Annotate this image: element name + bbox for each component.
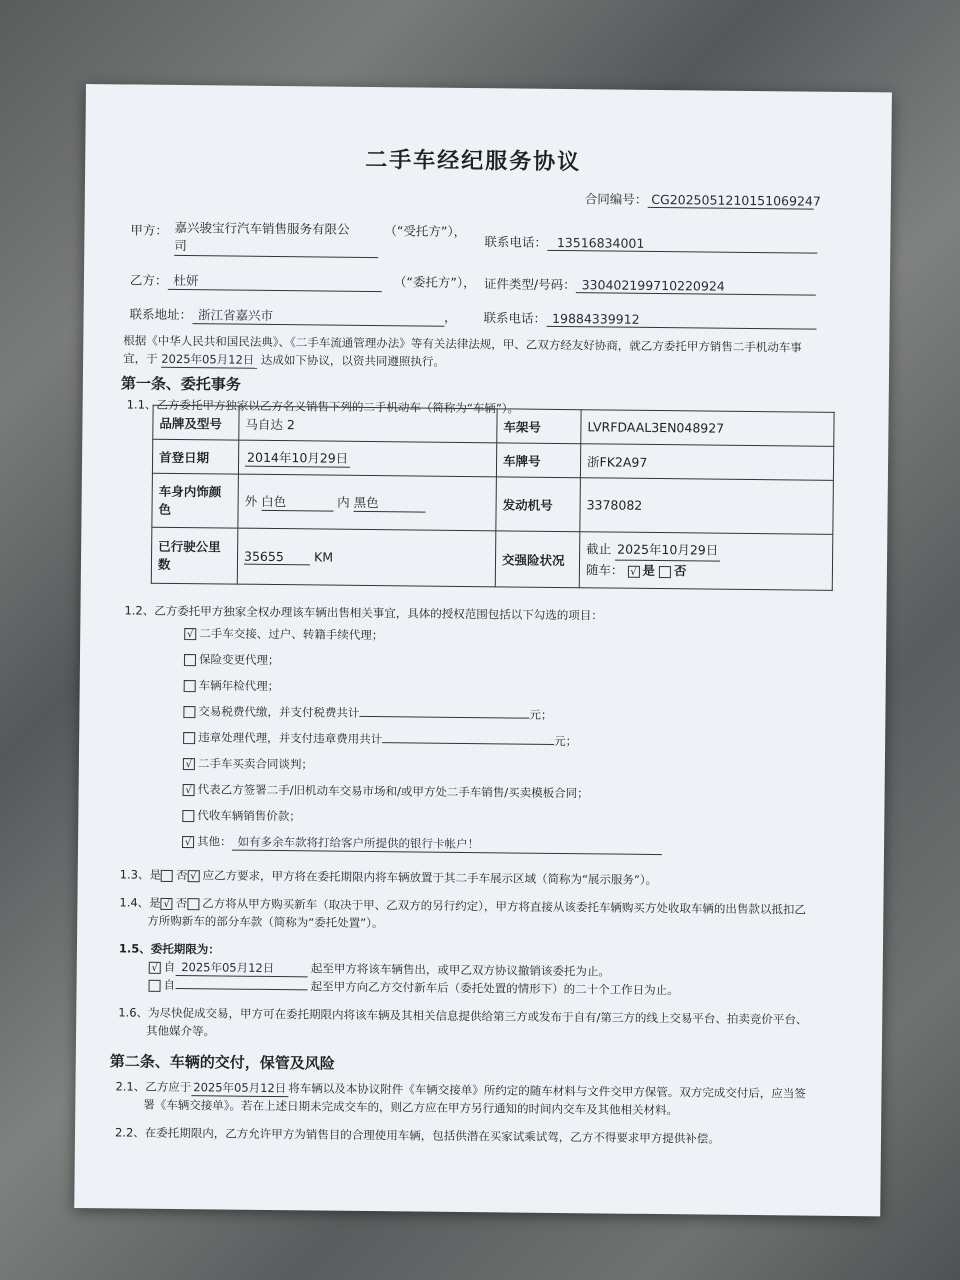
option-collect-payment-checkbox[interactable] bbox=[182, 810, 194, 822]
reg-date-value: 2014年10月29日 bbox=[245, 448, 350, 468]
option-sign-contract-label: 代表乙方签署二手/旧机动车交易市场和/或甲方处二手车销售/买卖模板合同； bbox=[197, 782, 589, 801]
violation-amount-blank[interactable] bbox=[382, 742, 554, 745]
tax-yuan: 元； bbox=[529, 707, 553, 722]
option-sign-contract-checkbox[interactable]: √ bbox=[183, 784, 195, 796]
clause-1-5-title: 1.5、委托期限为： bbox=[118, 941, 220, 957]
reg-date-label: 首登日期 bbox=[152, 439, 238, 474]
reg-date-cell bbox=[238, 440, 496, 477]
option-other[interactable] bbox=[182, 833, 662, 855]
clause-1-1: 1.1、乙方委托甲方独家以乙方名义销售下列的二手机动车（简称为“车辆”）。 bbox=[126, 397, 520, 416]
party-b-id-row bbox=[484, 274, 816, 295]
vin-label: 车架号 bbox=[497, 409, 581, 444]
with-car-no-checkbox[interactable] bbox=[659, 566, 671, 578]
insurance-label: 交强险状况 bbox=[495, 531, 580, 588]
c21-text-b: 将车辆以及本协议附件《车辆交接单》所约定的随车材料与文件交甲方保管。双方完成交付后，应当签 bbox=[288, 1081, 806, 1101]
option-inspection[interactable] bbox=[184, 677, 280, 694]
c13-no-checkbox[interactable]: √ bbox=[187, 870, 199, 882]
with-car-yes-label: 是 bbox=[642, 562, 656, 578]
clause-1-6-line2: 其他媒介等。 bbox=[146, 1023, 216, 1039]
insurance-cell bbox=[579, 532, 833, 591]
mileage-unit: KM bbox=[313, 548, 334, 565]
party-b-id-label: 证件类型/号码： bbox=[483, 276, 576, 293]
term-option-1-checkbox[interactable]: √ bbox=[149, 961, 161, 973]
plate-label: 车牌号 bbox=[496, 443, 580, 478]
term-start-date: 2025年05月12日 bbox=[175, 959, 307, 977]
vin-value: LVRFDAAL3EN048927 bbox=[581, 410, 834, 447]
party-b-address-row bbox=[129, 304, 456, 326]
preamble-line1: 根据《中华人民共和国民法典》、《二手车流通管理办法》等有关法律法规，甲、乙双方经友好协商，就乙方委托甲方销售二手机动车事 bbox=[123, 333, 802, 355]
option-insurance-label: 保险变更代理； bbox=[198, 652, 280, 668]
option-negotiation[interactable] bbox=[183, 755, 313, 772]
c14-no-checkbox[interactable] bbox=[187, 898, 199, 910]
term-from-2: 自 bbox=[163, 977, 176, 992]
vehicle-info-table bbox=[151, 405, 835, 591]
option-sign-contract[interactable] bbox=[183, 781, 589, 801]
violation-yuan: 元； bbox=[554, 733, 578, 749]
option-inspection-checkbox[interactable] bbox=[184, 680, 196, 692]
delivery-date: 2025年05月12日 bbox=[191, 1079, 288, 1097]
option-insurance[interactable] bbox=[184, 651, 280, 668]
clause-1-6-line1: 1.6、为尽快促成交易，甲方可在委托期限内将该车辆及其相关信息提供给第三方或发布于自有/第三方的线上交易平台、拍卖竞价平台、 bbox=[118, 1005, 808, 1027]
option-transfer-checkbox[interactable]: √ bbox=[184, 628, 196, 640]
term-option-1-text: 起至甲方将该车辆售出，或甲乙双方协议撤销该委托为止。 bbox=[310, 961, 610, 979]
party-b-phone-label: 联系电话： bbox=[483, 310, 547, 326]
option-collect-payment-label: 代收车辆销售价款； bbox=[197, 808, 301, 824]
insurance-prefix: 截止 bbox=[586, 541, 612, 557]
with-car-label: 随车： bbox=[585, 562, 624, 578]
mileage-value: 35655 bbox=[244, 548, 310, 565]
option-transfer-label: 二手车交接、过户、转籍手续代理； bbox=[199, 626, 384, 643]
c13-yes-label: 1.3、是 bbox=[119, 867, 162, 882]
party-a-label: 甲方： bbox=[130, 222, 169, 238]
agreement-date: 2025年05月12日 bbox=[161, 351, 257, 369]
mileage-label: 已行驶公里数 bbox=[151, 527, 238, 584]
party-a-name-line1: 嘉兴骏宝行汽车销售服务有限公 bbox=[174, 219, 350, 237]
preamble-text-a: 宜，于 bbox=[123, 351, 158, 366]
option-collect-payment[interactable] bbox=[182, 807, 301, 824]
preamble-line2 bbox=[123, 350, 445, 370]
party-a-phone: 13516834001 bbox=[547, 235, 817, 254]
party-a-role: （“受托方”）， bbox=[384, 223, 467, 239]
model-value: 马自达 2 bbox=[239, 406, 497, 443]
party-b-id-number: 330402199710220924 bbox=[576, 277, 816, 296]
party-b-phone: 19884339912 bbox=[546, 311, 816, 330]
clause-2-2: 2.2、在委托期限内，乙方允许甲方为销售目的合理使用车辆，包括供潜在买家试乘试驾，乙方不得要求甲方提供补偿。 bbox=[114, 1125, 720, 1146]
option-transfer[interactable] bbox=[184, 625, 383, 643]
c21-text-a: 2.1、乙方应于 bbox=[115, 1079, 192, 1095]
section-1-title: 第一条、委托事务 bbox=[120, 374, 241, 394]
option-violation-checkbox[interactable] bbox=[183, 732, 195, 744]
with-car-no-label: 否 bbox=[673, 563, 687, 579]
party-b-address-label: 联系地址： bbox=[129, 306, 193, 323]
party-b-role: （“委托方”）， bbox=[393, 274, 476, 291]
clause-1-2-intro: 1.2、乙方委托甲方独家全权办理该车辆出售相关事宜，具体的授权范围包括以下勾选的项目： bbox=[124, 603, 603, 623]
term-option-2-text: 起至甲方向乙方交付新车后（委托处置的情形下）的二十个工作日为止。 bbox=[310, 979, 679, 998]
option-negotiation-checkbox[interactable]: √ bbox=[183, 758, 195, 770]
color-label: 车身内饰颜色 bbox=[152, 473, 239, 528]
plate-value: 浙FK2A97 bbox=[580, 444, 833, 481]
ext-prefix: 外 bbox=[244, 493, 258, 509]
preamble-text-b: 达成如下协议，以资共同遵照执行。 bbox=[260, 352, 445, 369]
document-title: 二手车经纪服务协议 bbox=[365, 147, 582, 176]
contract-number-row bbox=[584, 189, 821, 209]
option-tax[interactable] bbox=[183, 703, 552, 723]
option-other-checkbox[interactable]: √ bbox=[182, 836, 194, 848]
party-b-phone-row bbox=[483, 308, 816, 329]
engine-label: 发动机号 bbox=[496, 477, 581, 532]
party-a-phone-row bbox=[484, 232, 817, 253]
option-inspection-label: 车辆年检代理； bbox=[198, 678, 280, 694]
term-from-1: 自 bbox=[163, 959, 176, 974]
tax-amount-blank[interactable] bbox=[359, 716, 529, 719]
c14-no-label: 否 bbox=[175, 895, 188, 911]
option-other-label: 其他： bbox=[197, 834, 232, 849]
option-tax-label: 交易税费代缴，并支付税费共计 bbox=[198, 704, 360, 720]
party-a-name bbox=[174, 219, 378, 258]
exterior-color: 白色 bbox=[261, 492, 333, 512]
party-b-name: 杜妍 bbox=[167, 271, 381, 292]
clause-2-1-line2: 署《车辆交接单》。若在上述日期未完成交车的，则乙方应在甲方另行通知的时间内交车及其他相关材料。 bbox=[143, 1097, 679, 1118]
clause-1-4-line2: 方所购新车的部分车款（简称为“委托处置”）。 bbox=[147, 913, 384, 931]
contract-number: CG2025051210151069247 bbox=[647, 192, 813, 210]
term-start-date-2-blank[interactable] bbox=[175, 988, 307, 990]
mileage-cell bbox=[237, 528, 496, 587]
c14-text: 乙方将从甲方购买新车（取决于甲、乙双方的另行约定），甲方将直接从该委托车辆购买方处收取车辆的出售款以抵扣乙 bbox=[202, 896, 807, 917]
c14-yes-label: 1.4、是 bbox=[119, 895, 161, 910]
int-prefix: 内 bbox=[337, 494, 350, 510]
party-a-phone-label: 联系电话： bbox=[484, 234, 547, 250]
model-label: 品牌及型号 bbox=[153, 405, 239, 440]
with-car-yes-checkbox[interactable]: √ bbox=[627, 565, 639, 577]
c13-no-label: 否 bbox=[175, 867, 188, 883]
interior-color: 黑色 bbox=[354, 493, 426, 513]
option-tax-checkbox[interactable] bbox=[183, 706, 195, 718]
party-b-label: 乙方： bbox=[129, 272, 168, 288]
option-violation-label: 违章处理代理，并支付违章费用共计 bbox=[198, 730, 383, 747]
contract-page bbox=[74, 84, 892, 1216]
party-b-address-suffix: ， bbox=[444, 309, 457, 325]
party-b-address: 浙江省嘉兴市 bbox=[192, 305, 444, 327]
other-text: 如有多余车款将打给客户所提供的银行卡帐户！ bbox=[231, 834, 661, 856]
option-negotiation-label: 二手车买卖合同谈判； bbox=[197, 756, 313, 772]
c14-yes-checkbox[interactable]: √ bbox=[161, 897, 173, 909]
color-cell bbox=[238, 474, 497, 531]
insurance-date: 2025年10月29日 bbox=[615, 540, 720, 562]
contract-number-label: 合同编号： bbox=[584, 191, 648, 207]
term-option-2-checkbox[interactable] bbox=[149, 979, 161, 991]
section-2-title: 第二条、车辆的交付，保管及风险 bbox=[109, 1052, 335, 1073]
party-a-name-line2: 司 bbox=[174, 237, 378, 258]
engine-value: 3378082 bbox=[580, 478, 834, 535]
option-violation[interactable] bbox=[183, 729, 577, 749]
clause-1-3 bbox=[120, 866, 658, 888]
c13-yes-checkbox[interactable] bbox=[161, 869, 173, 881]
party-b-row bbox=[130, 270, 382, 292]
c13-text: 应乙方要求，甲方将在委托期限内将车辆放置于其二手车展示区域（简称为“展示服务”）。 bbox=[202, 868, 658, 888]
option-insurance-checkbox[interactable] bbox=[184, 654, 196, 666]
